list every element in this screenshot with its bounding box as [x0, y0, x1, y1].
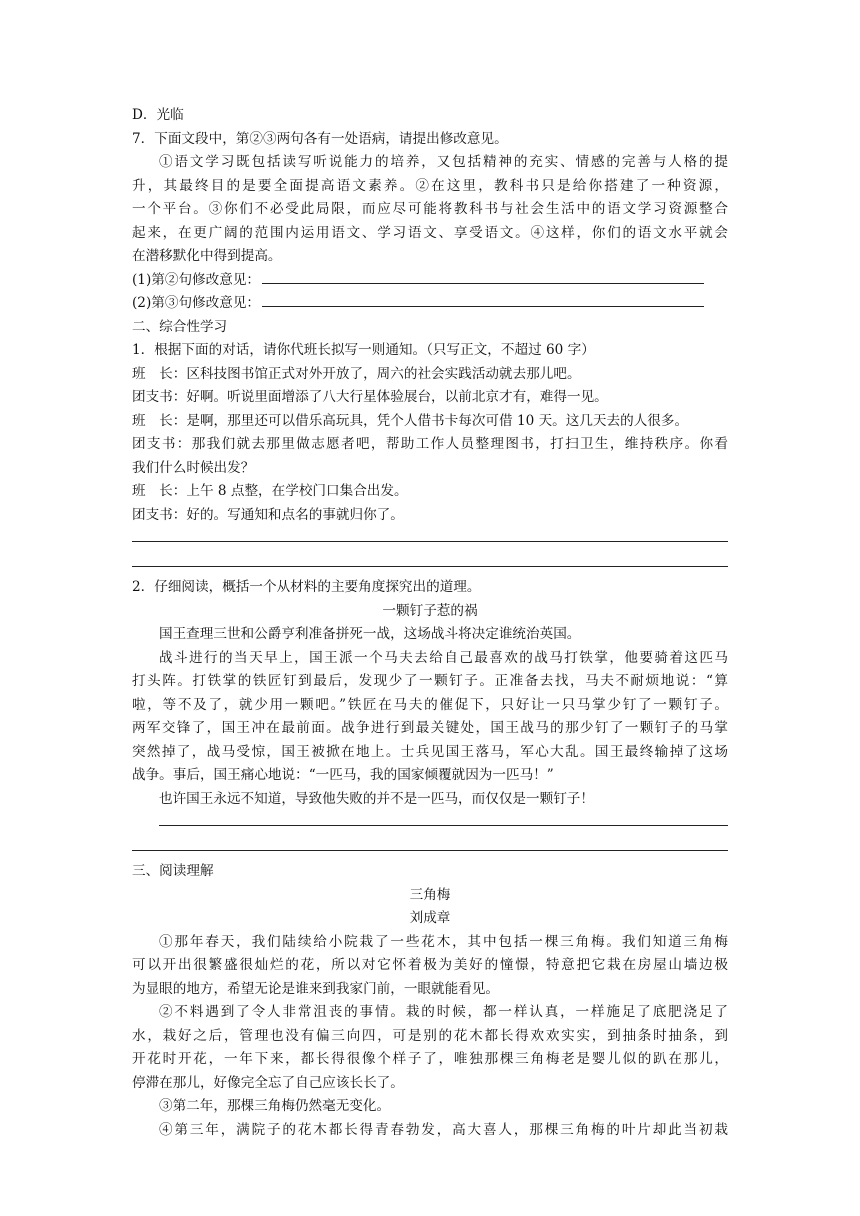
article-paragraph-line: ②不料遇到了令人非常沮丧的事情。栽的时候，都一样认真，一样施足了底肥浇足了: [159, 1004, 728, 1020]
article-paragraph-line: 为显眼的地方，希望无论是谁来到我家门前，一眼就能看见。: [132, 980, 500, 997]
q7-passage-line: 在潜移默化中得到提高。: [132, 248, 282, 264]
q7-passage-line: 起来，在更广阔的范围内运用语文、学习语文、享受语文。④这样，你们的语文水平就会: [132, 224, 728, 241]
dialogue-line: 团支书：好的。写通知和点名的事就归你了。: [132, 506, 404, 523]
q7-answer-2: [132, 292, 728, 316]
article-paragraph-line: 停滞在那儿，好像完全忘了自己应该长长了。: [132, 1074, 404, 1091]
q7-answer-2-blank[interactable]: [262, 292, 704, 307]
q7-passage-line: 一个平台。③你们不必受此局限，而应尽可能将教科书与社会生活中的语文学习资源整合: [132, 201, 728, 217]
story-paragraph: 国王查理三世和公爵亨利准备拼死一战，这场战斗将决定谁统治英国。: [159, 626, 581, 642]
answer-blank-line[interactable]: [159, 811, 728, 826]
article-paragraph-line: 开花时开花，一年下来，都长得很像个样子了，唯独那棵三角梅老是婴儿似的趴在那儿，: [132, 1051, 728, 1067]
q7-answer-1: [132, 269, 728, 293]
document-page: [132, 104, 728, 1142]
story-paragraph-line: 战争。事后，国王痛心地说：“一匹马，我的国家倾覆就因为一匹马！”: [132, 767, 554, 783]
q7-passage-line: ①语文学习既包括读写听说能力的培养，又包括精神的充实、情感的完善与人格的提: [159, 154, 728, 170]
article-paragraph-line: ①那年春天，我们陆续给小院栽了一些花木，其中包括一棵三角梅。我们知道三角梅: [159, 933, 728, 950]
article-paragraph-line: 可以开出很繁盛很灿烂的花，所以对它怀着极为美好的憧憬，特意把它栽在房屋山墙边极: [132, 957, 728, 973]
question-7-stem: 7．下面文段中，第②③两句各有一处语病，请提出修改意见。: [132, 130, 508, 147]
dialogue-line: 班 长：区科技图书馆正式对外开放了，周六的社会实践活动就去那儿吧。: [132, 365, 581, 382]
article-paragraph-line: ④第三年，满院子的花木都长得青春勃发，高大喜人，那棵三角梅的叶片却此当初栽: [159, 1121, 728, 1138]
q7-answer-2-label: (2)第③句修改意见：: [132, 295, 261, 311]
story-title: 一颗钉子惹的祸: [382, 602, 478, 619]
story-paragraph-line: 啦，等不及了，就少用一颗吧。”铁匠在马夫的催促下，只好让一只马掌少钉了一颗钉子。: [132, 696, 728, 713]
q7-answer-1-blank[interactable]: [262, 269, 704, 284]
dialogue-line: 班 长：是啊，那里还可以借乐高玩具，凭个人借书卡每次可借 10 天。这几天去的人很多。: [132, 412, 689, 429]
section-2-heading: 二、综合性学习: [132, 318, 228, 335]
answer-blank-line[interactable]: [132, 836, 728, 851]
answer-blank-line[interactable]: [132, 527, 728, 542]
dialogue-line: 团支书：那我们就去那里做志愿者吧，帮助工作人员整理图书，打扫卫生，维持秩序。你看: [132, 436, 728, 452]
dialogue-line: 班 长：上午 8 点整，在学校门口集合出发。: [132, 483, 408, 499]
dialogue-line: 我们什么时候出发？: [132, 459, 255, 476]
option-d: D．光临: [132, 107, 184, 123]
story-paragraph: 也许国王永远不知道，导致他失败的并不是一匹马，而仅仅是一颗钉子！: [159, 790, 594, 807]
story-paragraph-line: 战斗进行的当天早上，国王派一个马夫去给自己最喜欢的战马打铁掌，他要骑着这匹马: [159, 649, 728, 666]
section-2-q2-stem: 2．仔细阅读，概括一个从材料的主要角度探究出的道理。: [132, 579, 481, 595]
article-paragraph-line: 水，栽好之后，管理也没有偏三向四，可是别的花木都长得欢欢实实，到抽条时抽条，到: [132, 1027, 728, 1044]
section-3-heading: 三、阅读理解: [132, 863, 214, 879]
article-title: 三角梅: [409, 886, 451, 903]
section-2-q1-stem: 1．根据下面的对话，请你代班长拟写一则通知。（只写正文，不超过 60 字）: [132, 342, 595, 358]
story-paragraph-line: 打头阵。打铁掌的铁匠钉到最后，发现少了一颗钉子。正准备去找，马夫不耐烦地说：“算: [132, 673, 728, 689]
q7-passage-line: 升，其最终目的是要全面提高语文素养。②在这里，教科书只是给你搭建了一种资源，: [132, 177, 728, 194]
q7-answer-1-label: (1)第②句修改意见：: [132, 271, 261, 288]
article-paragraph: ③第二年，那棵三角梅仍然毫无变化。: [159, 1098, 391, 1114]
story-paragraph-line: 两军交锋了，国王冲在最前面。战争进行到最关键处，国王战马的那少钉了一颗钉子的马掌: [132, 720, 728, 736]
story-paragraph-line: 突然掉了，战马受惊，国王被掀在地上。士兵见国王落马，军心大乱。国王最终输掉了这场: [132, 743, 728, 760]
article-author: 刘成章: [409, 910, 451, 926]
answer-blank-line[interactable]: [132, 552, 728, 567]
dialogue-line: 团支书：好啊。听说里面增添了八大行星体验展台，以前北京才有，难得一见。: [132, 389, 608, 405]
